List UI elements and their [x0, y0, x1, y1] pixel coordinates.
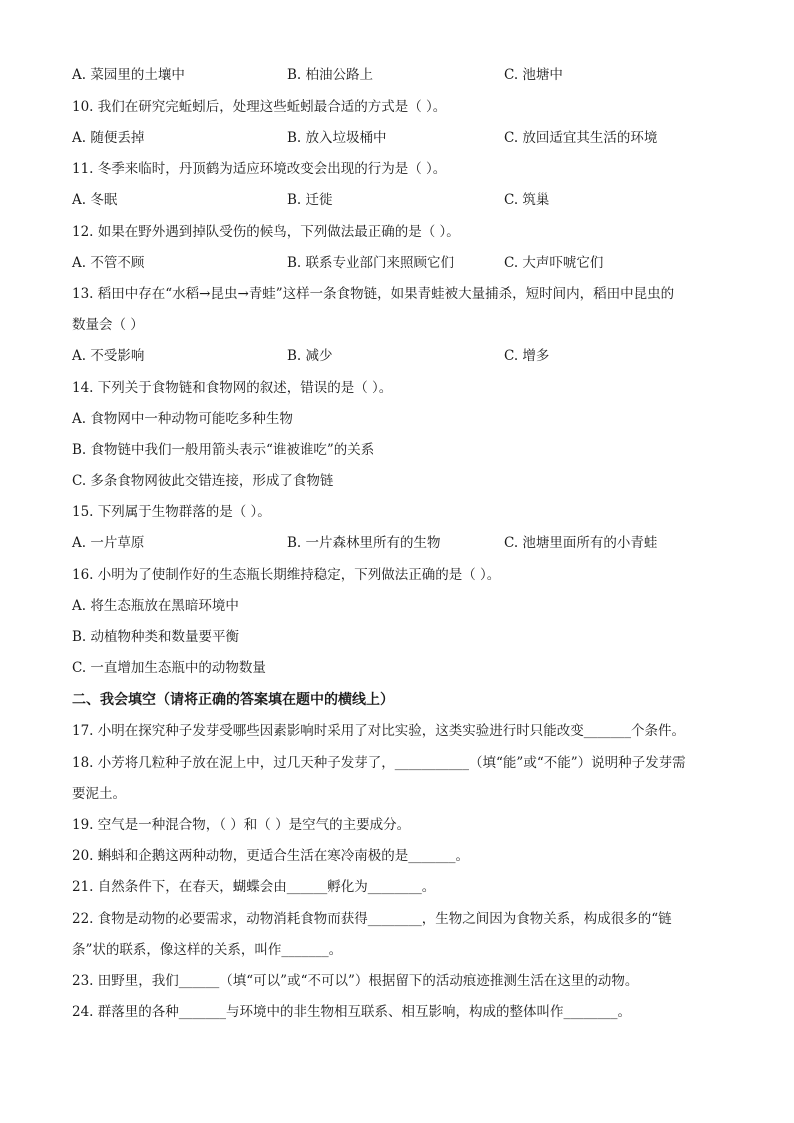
- q14-stem: 14. 下列关于食物链和食物网的叙述，错误的是（ ）。: [72, 380, 393, 396]
- q12-option-c: C. 大声吓唬它们: [504, 255, 604, 271]
- q14-option-b: B. 食物链中我们一般用箭头表示“谁被谁吃”的关系: [72, 442, 375, 458]
- q13-stem-line2: 数量会（ ）: [72, 317, 144, 333]
- q12-stem: 12. 如果在野外遇到掉队受伤的候鸟，下列做法最正确的是（ ）。: [72, 224, 460, 240]
- q15-option-b: B. 一片森林里所有的生物: [287, 535, 441, 551]
- q9-option-c: C. 池塘中: [504, 67, 563, 83]
- section-2-title: 二、我会填空（请将正确的答案填在题中的横线上）: [72, 692, 394, 708]
- q9-option-a: A. 菜园里的土壤中: [72, 67, 185, 83]
- q12-options: [72, 253, 732, 273]
- q22-text-line1: 22. 食物是动物的必要需求，动物消耗食物而获得________，生物之间因为食物关系，构成很多的“链: [72, 911, 672, 927]
- q21-text: 21. 自然条件下，在春天，蝴蝶会由______孵化为________。: [72, 879, 436, 895]
- q10-stem: 10. 我们在研究完蚯蚓后，处理这些蚯蚓最合适的方式是（ ）。: [72, 99, 447, 115]
- q10-options: [72, 128, 732, 148]
- q14-option-a: A. 食物网中一种动物可能吃多种生物: [72, 411, 293, 427]
- q9-option-b: B. 柏油公路上: [287, 67, 374, 83]
- q13-stem-line1: 13. 稻田中存在“水稻→昆虫→青蛙”这样一条食物链，如果青蛙被大量捕杀，短时间内，稻田中昆虫的: [72, 286, 675, 302]
- q14-option-c: C. 多条食物网彼此交错连接，形成了食物链: [72, 473, 334, 489]
- q20-text: 20. 蝌蚪和企鹅这两种动物，更适合生活在寒冷南极的是_______。: [72, 848, 470, 864]
- q18-text-line1: 18. 小芳将几粒种子放在泥上中，过几天种子发芽了，___________（填“能”或“不能”）说明种子发芽需: [72, 755, 686, 771]
- q16-option-a: A. 将生态瓶放在黑暗环境中: [72, 598, 239, 614]
- q10-option-b: B. 放入垃圾桶中: [287, 130, 387, 146]
- q15-stem: 15. 下列属于生物群落的是（ ）。: [72, 504, 271, 520]
- q16-stem: 16. 小明为了使制作好的生态瓶长期维持稳定，下列做法正确的是（ ）。: [72, 567, 501, 583]
- q10-option-a: A. 随便丢掉: [72, 130, 145, 146]
- q16-option-b: B. 动植物种类和数量要平衡: [72, 629, 240, 645]
- q12-option-b: B. 联系专业部门来照顾它们: [287, 255, 455, 271]
- q15-option-c: C. 池塘里面所有的小青蛙: [504, 535, 658, 551]
- q11-stem: 11. 冬季来临时，丹顶鹤为适应环境改变会出现的行为是（ ）。: [72, 161, 447, 177]
- q15-options: [72, 533, 732, 553]
- q24-text: 24. 群落里的各种_______与环境中的非生物相互联系、相互影响，构成的整体叫作________。: [72, 1004, 632, 1020]
- q18-text-line2: 要泥土。: [72, 786, 126, 802]
- q16-option-c: C. 一直增加生态瓶中的动物数量: [72, 660, 266, 676]
- q9-options: [72, 65, 732, 85]
- q10-option-c: C. 放回适宜其生活的环境: [504, 130, 658, 146]
- q13-option-c: C. 增多: [504, 348, 550, 364]
- q17-text: 17. 小明在探究种子发芽受哪些因素影响时采用了对比实验，这类实验进行时只能改变_______个条件。: [72, 723, 686, 739]
- q13-options: [72, 346, 732, 366]
- q13-option-a: A. 不受影响: [72, 348, 145, 364]
- q11-option-c: C. 筑巢: [504, 192, 550, 208]
- q11-options: [72, 190, 732, 210]
- q11-option-b: B. 迁徙: [287, 192, 333, 208]
- q13-option-b: B. 减少: [287, 348, 333, 364]
- q11-option-a: A. 冬眠: [72, 192, 118, 208]
- q15-option-a: A. 一片草原: [72, 535, 145, 551]
- q22-text-line2: 条”状的联系，像这样的关系，叫作_______。: [72, 942, 343, 958]
- q19-text: 19. 空气是一种混合物，（ ）和（ ）是空气的主要成分。: [72, 817, 411, 833]
- q12-option-a: A. 不管不顾: [72, 255, 145, 271]
- q23-text: 23. 田野里，我们______（填“可以”或“不可以”）根据留下的活动痕迹推测生活在这里的动物。: [72, 973, 639, 989]
